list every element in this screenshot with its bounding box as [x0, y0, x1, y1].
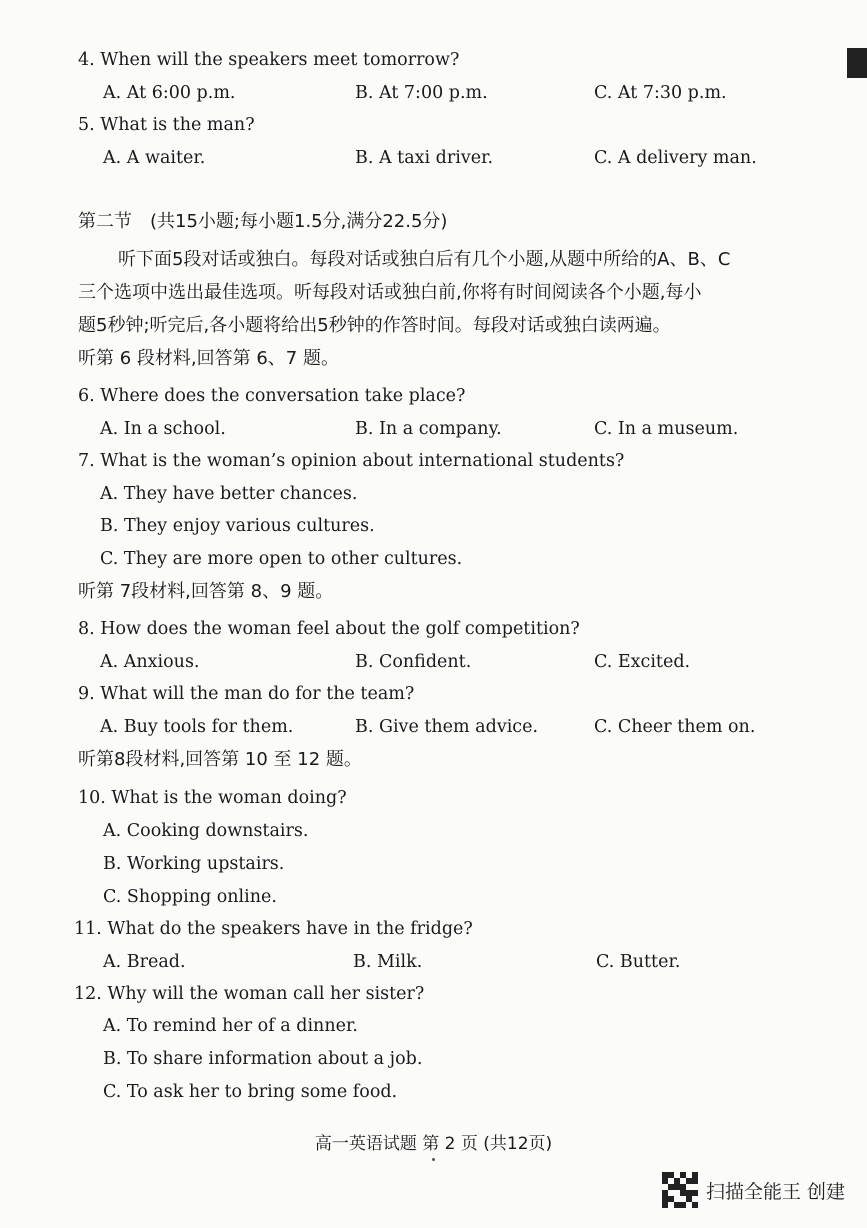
- question-11-option-c: C. Butter.: [596, 952, 681, 972]
- question-9-stem: 9. What will the man do for the team?: [78, 684, 415, 704]
- watermark-text: 扫描全能王 创建: [705, 1180, 845, 1203]
- question-6-option-a: A. In a school.: [100, 419, 226, 439]
- question-4-stem: 4. When will the speakers meet tomorrow?: [78, 50, 460, 70]
- scan-dot: [432, 1158, 435, 1161]
- section-instruction-1: 听下面5段对话或独白。每段对话或独白后有几个小题,从题中所给的A、B、C: [118, 249, 731, 270]
- edge-marker: [847, 48, 867, 78]
- section-heading: 第二节 (共15小题;每小题1.5分,满分22.5分): [78, 211, 448, 232]
- question-8-option-a: A. Anxious.: [100, 652, 200, 672]
- question-7-option-a: A. They have better chances.: [100, 484, 358, 504]
- material-8-heading: 听第8段材料,回答第 10 至 12 题。: [78, 749, 362, 770]
- qr-code-icon: [662, 1172, 698, 1208]
- question-10-option-b: B. Working upstairs.: [103, 854, 285, 874]
- question-5-option-c: C. A delivery man.: [594, 148, 757, 168]
- question-4-option-a: A. At 6:00 p.m.: [103, 83, 236, 103]
- question-10-stem: 10. What is the woman doing?: [78, 788, 347, 808]
- question-12-option-b: B. To share information about a job.: [103, 1049, 423, 1069]
- question-9-option-c: C. Cheer them on.: [594, 717, 756, 737]
- question-9-option-a: A. Buy tools for them.: [100, 717, 294, 737]
- question-11-option-a: A. Bread.: [103, 952, 186, 972]
- material-6-heading: 听第 6 段材料,回答第 6、7 题。: [78, 348, 339, 369]
- question-6-stem: 6. Where does the conversation take place?: [78, 386, 466, 406]
- question-6-option-c: C. In a museum.: [594, 419, 739, 439]
- section-instruction-2: 三个选项中选出最佳选项。听每段对话或独白前,你将有时间阅读各个小题,每小: [78, 282, 702, 303]
- question-7-stem: 7. What is the woman’s opinion about international students?: [78, 451, 625, 471]
- question-10-option-a: A. Cooking downstairs.: [103, 821, 309, 841]
- question-5-option-a: A. A waiter.: [103, 148, 206, 168]
- question-5-stem: 5. What is the man?: [78, 115, 255, 135]
- question-12-option-c: C. To ask her to bring some food.: [103, 1082, 398, 1102]
- scanner-watermark: [662, 1172, 845, 1208]
- question-4-option-b: B. At 7:00 p.m.: [355, 83, 488, 103]
- question-8-stem: 8. How does the woman feel about the golf competition?: [78, 619, 580, 639]
- page-footer: 高一英语试题 第 2 页 (共12页): [314, 1134, 553, 1154]
- section-instruction-3: 题5秒钟;听完后,各小题将给出5秒钟的作答时间。每段对话或独白读两遍。: [78, 315, 671, 336]
- question-10-option-c: C. Shopping online.: [103, 887, 277, 907]
- question-12-option-a: A. To remind her of a dinner.: [103, 1016, 358, 1036]
- question-5-option-b: B. A taxi driver.: [355, 148, 494, 168]
- question-9-option-b: B. Give them advice.: [355, 717, 539, 737]
- question-8-option-c: C. Excited.: [594, 652, 691, 672]
- question-11-stem: 11. What do the speakers have in the fridge?: [74, 919, 473, 939]
- question-8-option-b: B. Confident.: [355, 652, 472, 672]
- question-7-option-b: B. They enjoy various cultures.: [100, 516, 375, 536]
- question-12-stem: 12. Why will the woman call her sister?: [74, 984, 425, 1004]
- question-11-option-b: B. Milk.: [353, 952, 423, 972]
- question-7-option-c: C. They are more open to other cultures.: [100, 549, 463, 569]
- question-6-option-b: B. In a company.: [355, 419, 502, 439]
- material-7-heading: 听第 7段材料,回答第 8、9 题。: [78, 581, 334, 602]
- question-4-option-c: C. At 7:30 p.m.: [594, 83, 727, 103]
